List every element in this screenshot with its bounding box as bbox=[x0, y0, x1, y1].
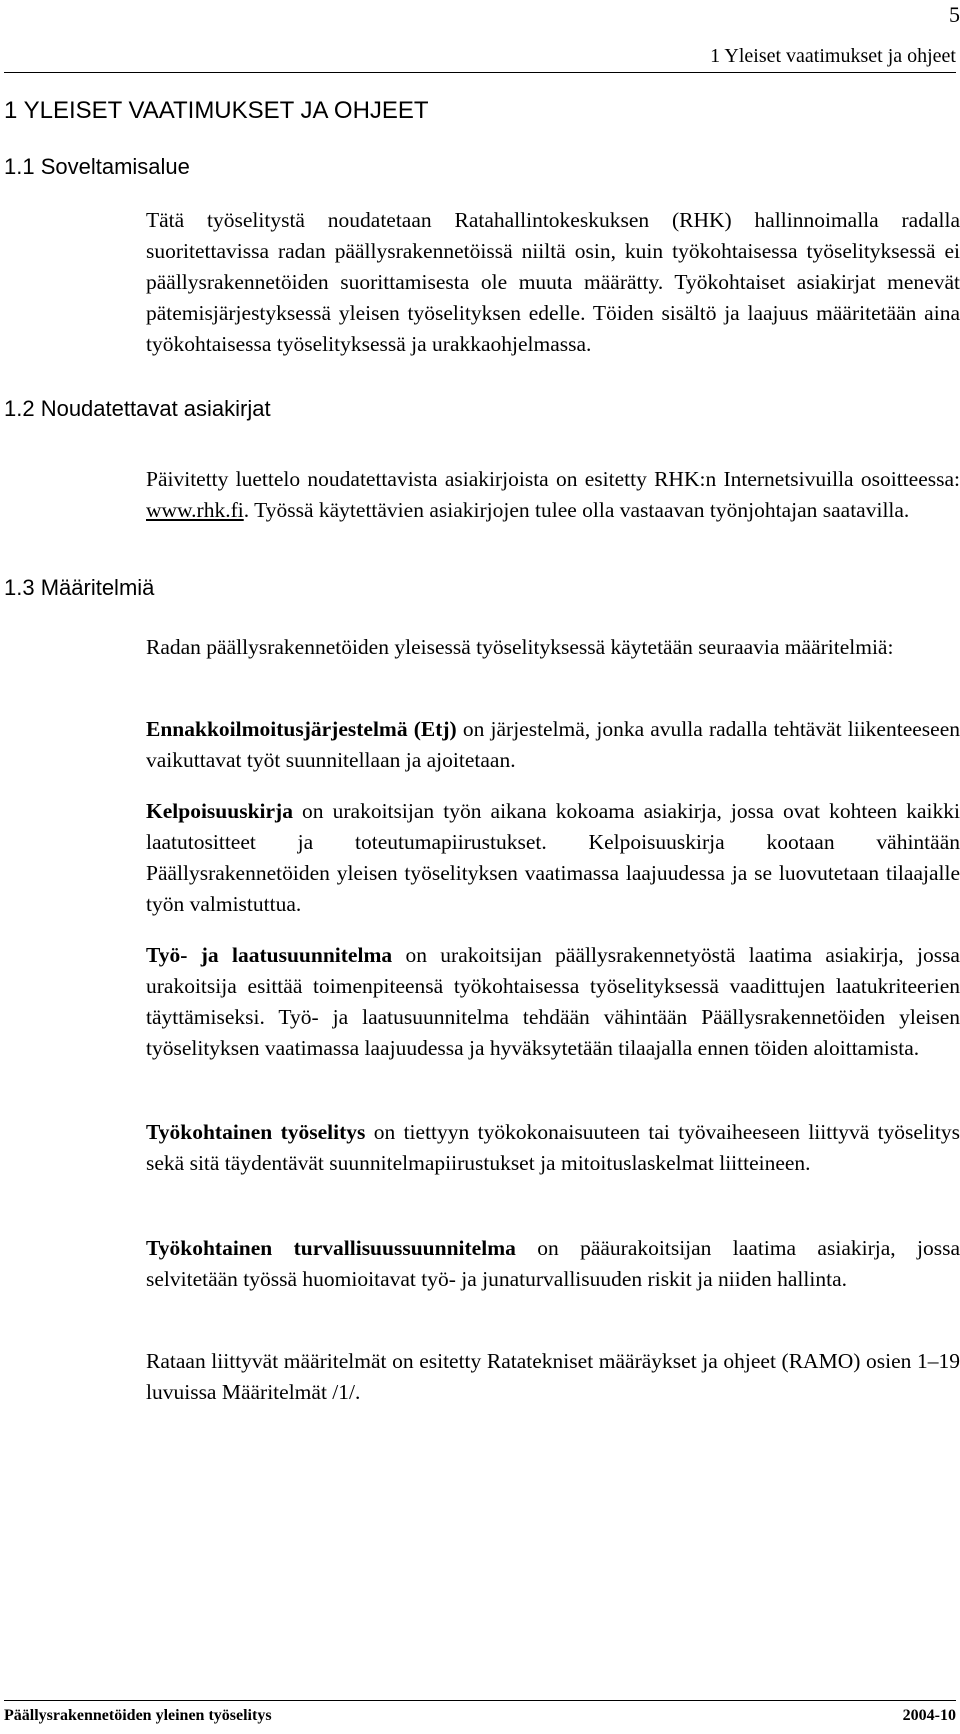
footer-date: 2004-10 bbox=[902, 1707, 956, 1724]
definition-kelpoisuuskirja bbox=[146, 796, 960, 920]
section-title: 1 YLEISET VAATIMUKSET JA OHJEET bbox=[4, 97, 429, 124]
paragraph-maaritelmia-intro: Radan päällysrakennetöiden yleisessä työselityksessä käytetään seuraavia määritelmiä: bbox=[146, 635, 894, 659]
paragraph-asiakirjat bbox=[146, 464, 960, 526]
definition-term: Työkohtainen turvallisuussuunnitelma bbox=[146, 1236, 516, 1260]
subsection-title-soveltamisalue: 1.1 Soveltamisalue bbox=[4, 154, 190, 179]
running-header: 1 Yleiset vaatimukset ja ohjeet bbox=[4, 44, 956, 73]
page-number: 5 bbox=[949, 2, 960, 27]
paragraph-text-after-link: . Työssä käytettävien asiakirjojen tulee olla vastaavan työnjohtajan saatavilla. bbox=[243, 498, 910, 522]
page-footer bbox=[4, 1700, 956, 1725]
definition-term: Ennakkoilmoitusjärjestelmä (Etj) bbox=[146, 717, 457, 741]
definition-text: on tiettyyn työkokonaisuuteen tai työvaiheeseen liittyvä työselitys sekä sitä täydentävät suunnitelmapiirustukset ja mitoituslaskelmat liitteineen. bbox=[146, 1120, 960, 1175]
definition-text: on pääurakoitsijan laatima asiakirja, jossa selvitetään työssä huomioitavat työ- ja junaturvallisuuden riskit ja niiden hallinta. bbox=[146, 1236, 960, 1291]
definition-text: on urakoitsijan työn aikana kokoama asiakirja, jossa ovat kohteen kaikki laatutositteet ja toteutumapiirustukset. Kelpoisuuskirja kootaan vähintään Päällysrakennetöiden yleisen työselityksen vaatimassa laajuudessa ja se luovutetaan tilaajalle työn valmistuttua. bbox=[146, 799, 960, 916]
definition-text: on urakoitsijan päällysrakennetyöstä laatima asiakirja, jossa urakoitsija esittää toimenpiteensä työkohtaisessa työselityksessä vaadittujen laatukriteerien täyttämiseksi. Työ- ja laatusuunnitelma tehdään vähintään Päällysrakennetöiden yleisen työselityksen vaatimassa laajuudessa ja hyväksytetään tilaajalla ennen töiden aloittamista. bbox=[146, 943, 960, 1060]
paragraph-text-before-link: Päivitetty luettelo noudatettavista asiakirjoista on esitetty RHK:n Internetsivuilla osoitteessa: bbox=[146, 467, 960, 491]
subsection-title-asiakirjat: 1.2 Noudatettavat asiakirjat bbox=[4, 396, 271, 421]
definition-turvallisuussuunnitelma bbox=[146, 1233, 960, 1295]
definition-term: Työ- ja laatusuunnitelma bbox=[146, 943, 393, 967]
paragraph-closing: Rataan liittyvät määritelmät on esitetty Ratatekniset määräykset ja ohjeet (RAMO) osien 1–19 luvuissa Määritelmät /1/. bbox=[146, 1349, 960, 1404]
definition-text: on järjestelmä, jonka avulla radalla tehtävät liikenteeseen vaikuttavat työt suunnitellaan ja ajoitetaan. bbox=[146, 717, 960, 772]
definition-tyokohtainen-tyoselitys bbox=[146, 1117, 960, 1179]
subsection-title-maaritelmia: 1.3 Määritelmiä bbox=[4, 575, 155, 600]
paragraph-soveltamisalue: Tätä työselitystä noudatetaan Ratahallintokeskuksen (RHK) hallinnoimalla radalla suoritettavissa radan päällysrakennetöissä niiltä osin, kuin työkohtaisessa työselityksessä ei päällysrakennetöiden suorittamisesta ole muuta määrätty. Työkohtaiset asiakirjat menevät pätemisjärjestyksessä yleisen työselityksen edelle. Töiden sisältö ja laajuus määritetään aina työkohtaisessa työselityksessä ja urakkaohjelmassa. bbox=[146, 208, 960, 356]
rhk-website-link[interactable]: www.rhk.fi bbox=[146, 498, 244, 522]
definition-tyo-ja-laatusuunnitelma bbox=[146, 940, 960, 1064]
footer-document-title: Päällysrakennetöiden yleinen työselitys bbox=[4, 1707, 272, 1724]
definition-etj bbox=[146, 714, 960, 776]
definition-term: Työkohtainen työselitys bbox=[146, 1120, 366, 1144]
definition-term: Kelpoisuuskirja bbox=[146, 799, 293, 823]
